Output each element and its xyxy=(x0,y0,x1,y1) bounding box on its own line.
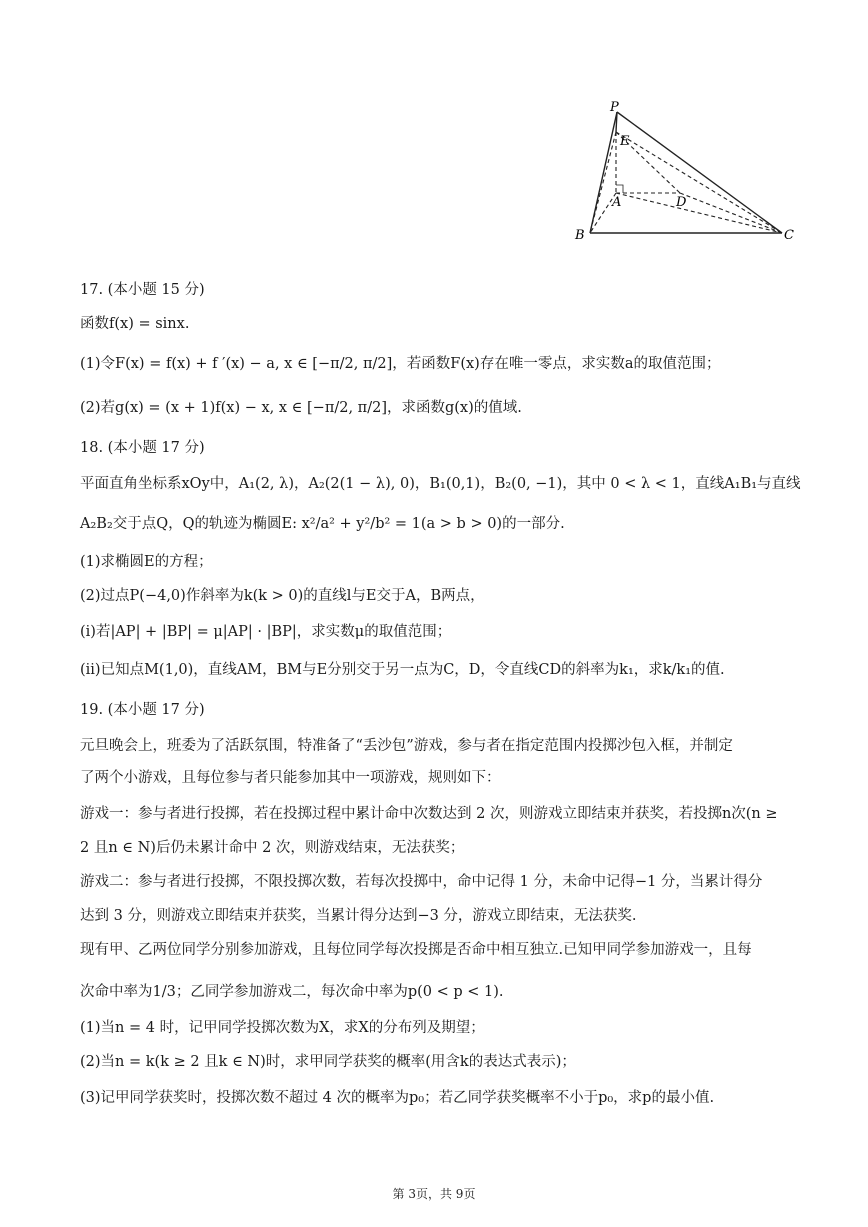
q19-game2-line2: 达到 3 分，则游戏立即结束并获奖，当累计得分达到−3 分，游戏立即结束，无法获奖. xyxy=(80,908,637,924)
q17-stem: 函数f(x) = sinx. xyxy=(80,316,190,332)
q19-game1-line2: 2 且n ∈ N)后仍未累计命中 2 次，则游戏结束，无法获奖； xyxy=(80,840,465,856)
edge-EC xyxy=(616,132,782,233)
edge-PE xyxy=(616,112,617,132)
label-D: D xyxy=(676,195,687,210)
q17-part2: (2)若g(x) = (x + 1)f(x) − x, x ∈ [−π/2, π/2]，求函数g(x)的值域. xyxy=(80,400,522,416)
label-A: A xyxy=(612,195,622,210)
edge-PC xyxy=(617,112,782,233)
q19-part1: (1)当n = 4 时，记甲同学投掷次数为X，求X的分布列及期望； xyxy=(80,1020,485,1036)
label-B: B xyxy=(575,228,585,243)
q18-header: 18. (本小题 17 分) xyxy=(80,440,205,456)
edge-AC xyxy=(616,193,782,233)
q17-part1: (1)令F(x) = f(x) + f ′(x) − a, x ∈ [−π/2, π/2]，若函数F(x)存在唯一零点，求实数a的取值范围； xyxy=(80,356,721,372)
q19-part3: (3)记甲同学获奖时，投掷次数不超过 4 次的概率为p₀；若乙同学获奖概率不小于p₀，求p的最小值. xyxy=(80,1090,715,1106)
q19-game1-line1: 游戏一：参与者进行投掷，若在投掷过程中累计命中次数达到 2 次，则游戏立即结束并获奖，若投掷n次(n ≥ xyxy=(80,806,778,822)
label-P: P xyxy=(610,100,619,115)
edge-DC xyxy=(680,193,782,233)
right-angle-mark-A xyxy=(616,185,623,193)
q18-part2-ii: (ii)已知点M(1,0)，直线AM，BM与E分别交于另一点为C，D，令直线CD的斜率为k₁，求k/k₁的值. xyxy=(80,662,725,678)
q17-header: 17. (本小题 15 分) xyxy=(80,282,205,298)
page-number-footer: 第 3页，共 9页 xyxy=(392,1187,476,1201)
q19-intro-line1: 元旦晚会上，班委为了活跃氛围，特准备了“丢沙包”游戏，参与者在指定范围内投掷沙包入框，并制定 xyxy=(80,738,733,754)
q18-stem-line2: A₂B₂交于点Q，Q的轨迹为椭圆E: x²/a² + y²/b² = 1(a > b > 0)的一部分. xyxy=(80,516,565,532)
q19-header: 19. (本小题 17 分) xyxy=(80,702,205,718)
q18-part2-i: (i)若|AP| + |BP| = μ|AP| · |BP|，求实数μ的取值范围； xyxy=(80,624,452,640)
pyramid-figure xyxy=(570,100,800,250)
q18-stem-line1: 平面直角坐标系xOy中，A₁(2, λ)，A₂(2(1 − λ), 0)，B₁(0,1)，B₂(0, −1)，其中 0 < λ < 1，直线A₁B₁与直线 xyxy=(80,476,801,492)
q19-intro-line2: 了两个小游戏，且每位参与者只能参加其中一项游戏，规则如下： xyxy=(80,770,501,786)
label-E: E xyxy=(620,134,630,149)
q19-part2: (2)当n = k(k ≥ 2 且k ∈ N)时，求甲同学获奖的概率(用含k的表达式表示)； xyxy=(80,1054,576,1070)
q19-game2-line1: 游戏二：参与者进行投掷，不限投掷次数，若每次投掷中，命中记得 1 分，未命中记得−1 分，当累计得分 xyxy=(80,874,763,890)
q19-condition-line2: 次命中率为1/3；乙同学参加游戏二，每次命中率为p(0 < p < 1). xyxy=(80,984,504,1000)
q18-part1: (1)求椭圆E的方程； xyxy=(80,554,213,570)
q19-condition-line1: 现有甲、乙两位同学分别参加游戏，且每位同学每次投掷是否命中相互独立.已知甲同学参加游戏一，且每 xyxy=(80,942,752,958)
q18-part2: (2)过点P(−4,0)作斜率为k(k > 0)的直线l与E交于A，B两点， xyxy=(80,588,485,604)
edge-PB xyxy=(590,112,617,233)
label-C: C xyxy=(784,228,794,243)
